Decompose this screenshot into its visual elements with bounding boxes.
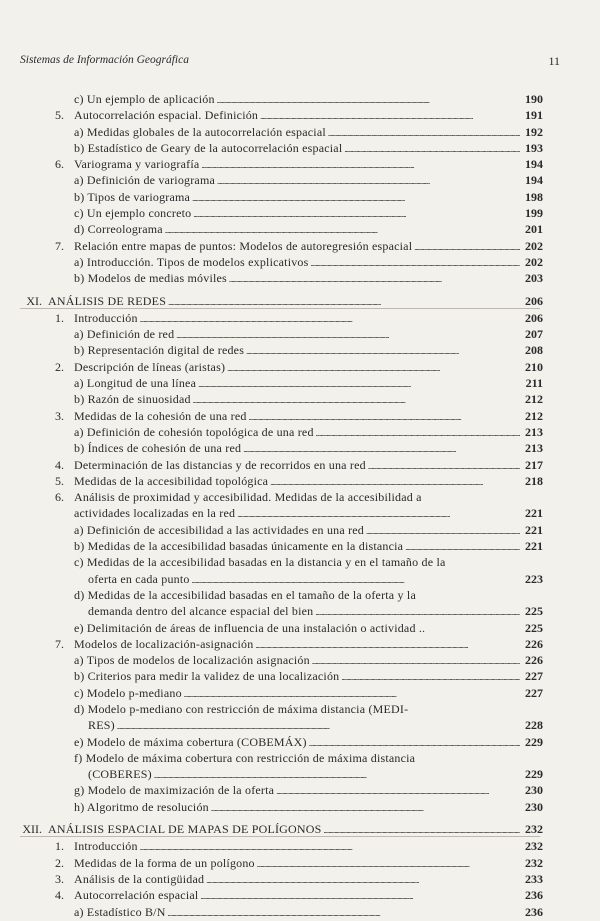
dot-leader (192, 572, 520, 588)
toc-entry-number: 3. (55, 871, 64, 886)
toc-entry-title: f) Modelo de máxima cobertura con restricción de máxima distancia (74, 750, 416, 765)
toc-entry (0, 637, 600, 653)
dot-leader (227, 360, 520, 376)
toc-entry-page: 212 (525, 392, 543, 407)
dot-leader (414, 239, 520, 255)
toc-entry-page: 225 (525, 620, 543, 635)
dot-leader (140, 839, 520, 855)
toc-entry-page: 229 (525, 767, 543, 782)
toc-entry-page: 226 (525, 636, 543, 651)
toc-entry-number: XI. (26, 293, 42, 308)
toc-entry-page: 206 (525, 293, 543, 308)
toc-entry-page: 210 (525, 359, 543, 374)
toc-entry-title: d) Medidas de la accesibilidad basadas en el tamaño de la oferta y la (74, 587, 416, 602)
toc-entry (0, 751, 600, 767)
toc-entry (0, 222, 600, 238)
toc-entry-title: a) Introducción. Tipos de modelos explicativos (74, 254, 309, 269)
toc-entry-page: 230 (525, 799, 543, 814)
toc-entry-page: 208 (525, 343, 543, 358)
toc-entry-title: d) Correolograma (74, 222, 163, 237)
toc-entry-title: a) Definición de accesibilidad a las actividades en una red (74, 522, 365, 537)
toc-entry-page: 217 (525, 457, 543, 472)
toc-entry (0, 173, 600, 189)
toc-entry (0, 783, 600, 799)
toc-entry (0, 523, 600, 539)
toc-entry-title: b) Estadístico de Geary de la autocorrelación espacial (74, 140, 343, 155)
toc-entry (0, 327, 600, 343)
toc-entry (0, 856, 600, 872)
dot-leader (193, 206, 520, 222)
dot-leader (249, 409, 520, 425)
toc-entry-page: 226 (525, 653, 543, 668)
toc-entry-title: Medidas de la cohesión de una red (74, 408, 247, 423)
page-number: 11 (548, 54, 560, 68)
toc-entry (0, 718, 600, 734)
toc-entry-title: b) Índices de cohesión de una red (74, 441, 242, 456)
toc-entry (0, 441, 600, 457)
toc-entry-title: g) Modelo de maximización de la oferta (74, 783, 275, 798)
toc-entry-title: h) Algoritmo de resolución (74, 799, 209, 814)
toc-entry (0, 157, 600, 173)
toc-entry-title: RES) (88, 718, 115, 733)
dot-leader (315, 604, 520, 620)
toc-entry (0, 621, 600, 637)
toc-entry (0, 800, 600, 816)
dot-leader (154, 767, 520, 783)
table-of-contents (0, 92, 600, 921)
toc-entry (0, 376, 600, 392)
toc-entry (0, 653, 600, 669)
toc-entry-title: a) Longitud de una línea (74, 376, 197, 391)
toc-entry-title: Autocorrelación espacial (74, 888, 199, 903)
toc-entry-page: 232 (525, 855, 543, 870)
toc-entry-title: Autocorrelación espacial. Definición (74, 108, 259, 123)
dot-leader (246, 343, 520, 359)
toc-entry-page: 193 (525, 140, 543, 155)
toc-entry-page: 211 (525, 376, 543, 391)
toc-entry-title: a) Estadístico B/N (74, 904, 166, 919)
chapter-rule (20, 308, 540, 309)
toc-entry-page: 191 (525, 108, 543, 123)
toc-entry-title: b) Modelos de medias móviles (74, 271, 227, 286)
toc-entry-page: 227 (525, 685, 543, 700)
book-title: Sistemas de Información Geográfica (20, 54, 189, 66)
toc-entry (0, 767, 600, 783)
toc-entry-page: 232 (525, 839, 543, 854)
dot-leader (192, 190, 520, 206)
toc-entry (0, 506, 600, 522)
toc-entry-page: 190 (525, 92, 543, 106)
toc-entry-title: Análisis de proximidad y accesibilidad. Medidas de la accesibilidad a (74, 490, 422, 505)
dot-leader (312, 653, 520, 669)
toc-entry-title: b) Criterios para medir la validez de una localización (74, 669, 340, 684)
toc-entry-page: 233 (525, 871, 543, 886)
toc-entry-number: 7. (55, 636, 64, 651)
toc-entry-title: b) Representación digital de redes (74, 343, 245, 358)
toc-entry-title: b) Medidas de la accesibilidad basadas únicamente en la distancia (74, 539, 404, 554)
toc-entry (0, 239, 600, 255)
running-header (20, 54, 560, 70)
dot-leader (206, 872, 520, 888)
toc-entry (0, 474, 600, 490)
toc-entry (0, 872, 600, 888)
toc-entry (0, 206, 600, 222)
toc-entry-title: actividades localizadas en la red (74, 506, 236, 521)
dot-leader (165, 222, 520, 238)
toc-entry-number: 6. (55, 490, 64, 505)
toc-entry-page: 223 (525, 571, 543, 586)
toc-entry-number: 5. (55, 473, 64, 488)
toc-entry (0, 343, 600, 359)
toc-entry (0, 555, 600, 571)
toc-entry-page: 202 (525, 238, 543, 253)
dot-leader (168, 905, 520, 921)
dot-leader (309, 735, 520, 751)
toc-entry-title: Análisis de la contigüidad (74, 871, 205, 886)
dot-leader (316, 425, 520, 441)
dot-leader (255, 637, 520, 653)
dot-leader (270, 474, 520, 490)
toc-entry (0, 735, 600, 751)
toc-entry-page: 207 (525, 327, 543, 342)
toc-entry (0, 604, 600, 620)
toc-entry (0, 888, 600, 904)
toc-entry-number: 3. (55, 408, 64, 423)
toc-entry-title: a) Tipos de modelos de localización asignación (74, 653, 310, 668)
toc-entry-page: 232 (525, 822, 543, 837)
toc-entry-title: c) Modelo p-mediano (74, 685, 182, 700)
toc-entry-number: 4. (55, 457, 64, 472)
toc-entry-title: oferta en cada punto (88, 571, 190, 586)
toc-entry (0, 425, 600, 441)
dot-leader (140, 311, 520, 327)
toc-entry-page: 192 (525, 124, 543, 139)
toc-entry-page: 236 (525, 888, 543, 903)
toc-entry-title: e) Delimitación de áreas de influencia de una instalación o actividad .. (74, 620, 426, 635)
toc-entry-title: b) Tipos de variograma (74, 189, 191, 204)
toc-entry-page: 203 (525, 271, 543, 286)
toc-entry-title: Modelos de localización-asignación (74, 636, 254, 651)
toc-entry-page: 198 (525, 189, 543, 204)
dot-leader (176, 327, 520, 343)
toc-entry-page: 212 (525, 408, 543, 423)
toc-entry (0, 141, 600, 157)
dot-leader (341, 669, 520, 685)
toc-entry (0, 125, 600, 141)
toc-entry-title: Descripción de líneas (aristas) (74, 359, 226, 374)
toc-entry (0, 905, 600, 921)
toc-entry-page: 199 (525, 206, 543, 221)
dot-leader (405, 539, 520, 555)
toc-entry-page: 218 (525, 473, 543, 488)
toc-entry-title: a) Definición de cohesión topológica de una red (74, 424, 314, 439)
dot-leader (366, 523, 520, 539)
toc-entry-title: Medidas de la accesibilidad topológica (74, 473, 269, 488)
toc-entry-title: demanda dentro del alcance espacial del bien (88, 604, 314, 619)
toc-entry-number: XII. (22, 822, 42, 837)
dot-leader (311, 255, 520, 271)
toc-entry (0, 392, 600, 408)
toc-entry-page: 225 (525, 604, 543, 619)
toc-entry (0, 588, 600, 604)
toc-entry (0, 702, 600, 718)
toc-entry (0, 686, 600, 702)
toc-entry-page: 227 (525, 669, 543, 684)
toc-entry-number: 4. (55, 888, 64, 903)
dot-leader (344, 141, 520, 157)
toc-entry-title: Medidas de la forma de un polígono (74, 855, 255, 870)
toc-entry (0, 311, 600, 327)
dot-leader (257, 856, 520, 872)
dot-leader (217, 173, 520, 189)
toc-entry-page: 194 (525, 173, 543, 188)
toc-entry (0, 458, 600, 474)
toc-entry-title: a) Medidas globales de la autocorrelación espacial (74, 124, 326, 139)
toc-entry (0, 255, 600, 271)
toc-entry (0, 190, 600, 206)
chapter-rule (20, 836, 540, 837)
toc-entry-page: 201 (525, 222, 543, 237)
toc-entry-number: 2. (55, 359, 64, 374)
toc-entry (0, 572, 600, 588)
toc-entry-number: 5. (55, 108, 64, 123)
toc-entry-title: Determinación de las distancias y de recorridos en una red (74, 457, 366, 472)
dot-leader (243, 441, 520, 457)
dot-leader (184, 686, 520, 702)
toc-entry-page: 194 (525, 157, 543, 172)
toc-entry-page: 230 (525, 783, 543, 798)
toc-entry (0, 360, 600, 376)
toc-entry (0, 108, 600, 124)
toc-entry (0, 490, 600, 506)
toc-entry (0, 539, 600, 555)
toc-entry-title: Relación entre mapas de puntos: Modelos de autoregresión espacial (74, 238, 413, 253)
dot-leader (229, 271, 520, 287)
dot-leader (201, 157, 520, 173)
dot-leader (237, 506, 520, 522)
toc-entry-title: a) Definición de variograma (74, 173, 216, 188)
toc-entry-page: 221 (525, 539, 543, 554)
toc-entry-title: c) Un ejemplo de aplicación (74, 92, 215, 106)
toc-entry-page: 236 (525, 904, 543, 919)
toc-entry-number: 1. (55, 310, 64, 325)
dot-leader (260, 108, 520, 124)
toc-entry (0, 92, 600, 108)
toc-entry-page: 221 (525, 522, 543, 537)
toc-entry-page: 202 (525, 254, 543, 269)
dot-leader (276, 783, 520, 799)
toc-entry (0, 839, 600, 855)
dot-leader (211, 800, 520, 816)
toc-entry (0, 271, 600, 287)
toc-entry-page: 213 (525, 441, 543, 456)
dot-leader (368, 458, 520, 474)
toc-entry-title: c) Un ejemplo concreto (74, 206, 192, 221)
toc-entry-number: 7. (55, 238, 64, 253)
dot-leader (193, 392, 520, 408)
toc-entry-page: 206 (525, 310, 543, 325)
toc-entry-page: 221 (525, 506, 543, 521)
toc-entry-title: (COBERES) (88, 767, 152, 782)
toc-entry-number: 2. (55, 855, 64, 870)
toc-entry-title: ANÁLISIS DE REDES (48, 293, 167, 308)
dot-leader (217, 92, 520, 108)
toc-entry-page: 228 (525, 718, 543, 733)
toc-entry-title: Introducción (74, 839, 138, 854)
dot-leader (200, 888, 520, 904)
toc-entry-number: 1. (55, 839, 64, 854)
dot-leader (198, 376, 520, 392)
toc-entry-page: 213 (525, 424, 543, 439)
toc-entry (0, 409, 600, 425)
toc-entry-number: 6. (55, 157, 64, 172)
toc-entry-title: Variograma y variografía (74, 157, 200, 172)
toc-entry-title: e) Modelo de máxima cobertura (COBEMÁX) (74, 734, 307, 749)
toc-entry-title: a) Definición de red (74, 327, 175, 342)
toc-entry-title: c) Medidas de la accesibilidad basadas en la distancia y en el tamaño de la (74, 555, 446, 570)
toc-entry (0, 669, 600, 685)
toc-entry-title: d) Modelo p-mediano con restricción de máxima distancia (MEDI- (74, 701, 409, 716)
toc-entry-title: Introducción (74, 310, 138, 325)
toc-entry-title: b) Razón de sinuosidad (74, 392, 191, 407)
dot-leader (328, 125, 520, 141)
toc-entry-title: ANÁLISIS ESPACIAL DE MAPAS DE POLÍGONOS (48, 822, 322, 837)
toc-entry-page: 229 (525, 734, 543, 749)
dot-leader (117, 718, 520, 734)
